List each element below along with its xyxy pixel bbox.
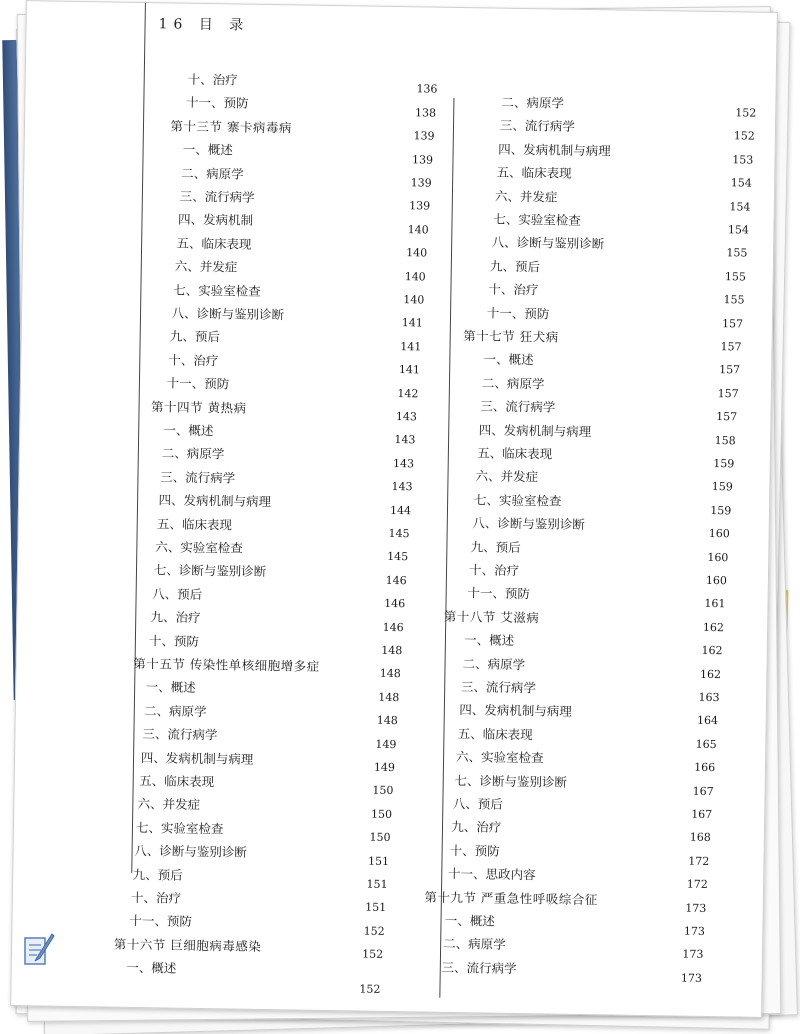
toc-section-title: 第十六节 巨细胞病毒感染 — [113, 936, 262, 954]
toc-page-number: 172 — [688, 854, 710, 868]
toc-page-number: 146 — [385, 573, 407, 588]
toc-entry: 六、并发症 — [475, 468, 539, 485]
toc-entry: 十一、预防 — [486, 305, 550, 322]
toc-entry: 十、治疗 — [488, 281, 539, 298]
toc-entry: 六、并发症 — [137, 796, 201, 813]
toc-page-number: 159 — [713, 457, 735, 471]
toc-entry: 九、预后 — [169, 328, 221, 345]
toc-entry: 十、治疗 — [168, 352, 219, 369]
toc-entry: 七、诊断与鉴别诊断 — [454, 772, 568, 790]
toc-page-number: 157 — [719, 363, 741, 377]
toc-page-number: 152 — [359, 982, 381, 996]
toc-entry: 九、预后 — [470, 538, 521, 555]
toc-section-title: 第十四节 黄热病 — [150, 398, 247, 416]
toc-entry: 五、临床表现 — [139, 773, 215, 790]
toc-entry: 十一、预防 — [166, 375, 230, 392]
toc-page-number: 159 — [711, 480, 733, 494]
toc-page-number: 173 — [680, 971, 703, 985]
toc-page-number: 146 — [382, 620, 404, 634]
toc-page-number: 145 — [387, 550, 409, 564]
toc-page-number: 161 — [704, 597, 726, 611]
page-number: 16 — [158, 16, 189, 33]
toc-page-number: 152 — [733, 129, 755, 144]
toc-page-number: 152 — [363, 924, 385, 938]
toc-page-number: 149 — [373, 760, 396, 775]
toc-entry: 二、病原学 — [462, 655, 526, 672]
toc-entry: 十、治疗 — [187, 71, 238, 88]
toc-page-number: 154 — [730, 176, 752, 190]
toc-page-number: 141 — [401, 316, 423, 330]
toc-entry: 一、概述 — [464, 632, 515, 649]
column-rule-middle — [439, 98, 454, 998]
toc-section-title: 第十五节 传染性单核细胞增多症 — [133, 655, 320, 674]
toc-entry: 一、概述 — [145, 679, 196, 696]
toc-page-number: 160 — [707, 550, 729, 564]
toc-entry: 九、预后 — [132, 866, 183, 883]
toc-entry: 三、流行病学 — [499, 118, 575, 135]
toc-page-number: 140 — [404, 269, 426, 284]
toc-page-number: 173 — [683, 924, 706, 938]
toc-page-number: 167 — [692, 784, 714, 798]
toc-page-number: 150 — [372, 784, 394, 798]
toc-page-number: 163 — [698, 690, 720, 705]
toc-entry: 五、临床表现 — [457, 725, 533, 743]
toc-page-number: 157 — [721, 316, 744, 331]
toc-page-number: 157 — [720, 340, 742, 354]
toc-page-number: 139 — [411, 152, 434, 167]
column-rule-left — [131, 3, 146, 873]
toc-entry: 一、概述 — [182, 141, 234, 158]
toc-page-number: 162 — [699, 667, 722, 681]
toc-entry: 七、实验室检查 — [473, 492, 562, 509]
toc-entry: 五、临床表现 — [156, 515, 233, 533]
toc-entry: 十一、预防 — [185, 95, 249, 112]
toc-page-number: 143 — [395, 410, 418, 424]
toc-entry: 三、流行病学 — [179, 188, 255, 205]
toc-page-number: 154 — [727, 223, 750, 237]
toc-section-title: 第十八节 艾滋病 — [443, 608, 540, 626]
toc-entry: 十、预防 — [148, 632, 200, 649]
toc-section-title: 第十七节 狂犬病 — [463, 328, 559, 345]
toc-entry: 六、实验室检查 — [455, 749, 544, 766]
toc-entry: 九、预后 — [489, 258, 541, 275]
toc-page-number: 158 — [714, 433, 736, 447]
toc-page-number: 151 — [366, 877, 388, 891]
toc-page-number: 139 — [410, 176, 432, 190]
toc-entry: 十、治疗 — [130, 889, 182, 906]
toc-entry: 四、发病机制与病理 — [158, 492, 272, 510]
toc-entry: 八、预后 — [452, 795, 504, 812]
toc-entry: 四、发病机制与病理 — [459, 702, 572, 720]
toc-page-number: 140 — [407, 222, 429, 237]
toc-page-number: 167 — [691, 807, 713, 822]
toc-page-number: 153 — [732, 153, 754, 167]
toc-section-title: 第十三节 寨卡病毒病 — [170, 118, 293, 136]
toc-entry: 三、流行病学 — [441, 959, 517, 976]
pen-paper-icon — [22, 930, 56, 970]
toc-entry: 一、概述 — [126, 960, 177, 976]
toc-entry: 一、概述 — [483, 351, 534, 368]
toc-entry: 十一、思政内容 — [447, 866, 536, 883]
toc-page-number: 154 — [729, 199, 751, 214]
toc-page-number: 172 — [686, 877, 708, 892]
toc-page-number: 159 — [710, 503, 732, 518]
toc-page-number: 168 — [689, 831, 711, 845]
toc-entry: 一、概述 — [444, 912, 495, 929]
toc-entry: 九、治疗 — [150, 609, 201, 626]
toc-page-number: 148 — [378, 690, 400, 704]
toc-page-number: 162 — [701, 644, 723, 658]
toc-page-number: 162 — [702, 620, 725, 634]
toc-entry: 十一、预防 — [129, 913, 193, 930]
toc-entry: 十一、预防 — [467, 585, 531, 602]
toc-page-number: 160 — [705, 573, 728, 588]
toc-page-number: 155 — [724, 269, 747, 284]
toc-page-number: 173 — [685, 901, 707, 915]
toc-section-title: 第十九节 严重急性呼吸综合征 — [424, 889, 598, 907]
toc-entry: 七、实验室检查 — [173, 282, 261, 299]
toc-entry: 三、流行病学 — [142, 726, 218, 743]
toc-page-number: 148 — [379, 667, 401, 681]
page-header — [158, 13, 249, 34]
toc-entry: 八、诊断与鉴别诊断 — [171, 305, 285, 323]
toc-entry: 四、发病机制 — [177, 211, 254, 229]
toc-page-number: 146 — [384, 597, 406, 611]
toc-entry: 二、病原学 — [481, 375, 545, 392]
toc-entry: 二、病原学 — [161, 445, 225, 462]
toc-entry: 四、发病机制与病理 — [478, 421, 592, 439]
toc-page-number: 141 — [398, 363, 420, 377]
toc-page-number: 157 — [717, 386, 739, 401]
toc-entry: 五、临床表现 — [176, 235, 252, 252]
toc-page-number: 148 — [376, 713, 398, 728]
toc-page-number: 157 — [716, 410, 738, 424]
toc-entry: 四、发病机制与病理 — [140, 749, 254, 767]
toc-entry: 十、预防 — [449, 842, 500, 859]
toc-page-number: 136 — [416, 82, 438, 97]
toc-page-number: 138 — [414, 106, 437, 120]
toc-page-number: 151 — [367, 854, 390, 868]
toc-page-number: 150 — [370, 807, 393, 821]
toc-entry: 五、临床表现 — [496, 164, 572, 181]
toc-entry: 十、治疗 — [468, 562, 520, 578]
toc-page-number: 139 — [413, 129, 435, 143]
toc-entry: 八、诊断与鉴别诊断 — [472, 515, 585, 533]
toc-entry: 一、概述 — [163, 422, 214, 439]
toc-page-number: 152 — [362, 947, 384, 962]
toc-page-number: 165 — [695, 737, 717, 751]
toc-page-number: 144 — [389, 503, 412, 517]
toc-page-number: 149 — [375, 737, 397, 751]
toc-entry: 二、病原学 — [501, 94, 565, 111]
toc-page-number: 140 — [406, 246, 428, 260]
toc-entry: 七、实验室检查 — [493, 211, 581, 228]
toc-page-number: 173 — [682, 947, 704, 962]
toc-entry: 七、诊断与鉴别诊断 — [153, 562, 267, 580]
toc-page-number: 142 — [397, 386, 419, 400]
toc-page-number: 143 — [392, 456, 415, 471]
toc-entry: 八、诊断与鉴别诊断 — [134, 843, 247, 860]
toc-entry: 二、病原学 — [443, 936, 506, 953]
toc-entry: 七、实验室检查 — [135, 819, 224, 837]
toc-page-number: 166 — [694, 760, 716, 775]
toc-entry: 五、临床表现 — [477, 445, 553, 462]
toc-page-number: 152 — [735, 106, 757, 120]
toc-page-number: 141 — [400, 339, 422, 354]
toc-page-number: 164 — [697, 714, 719, 728]
toc-page-number: 155 — [726, 246, 748, 260]
toc-page-number: 151 — [365, 900, 387, 915]
toc-entry: 六、实验室检查 — [155, 539, 244, 556]
toc-page-number: 140 — [403, 293, 425, 307]
toc-page-number: 148 — [381, 643, 403, 658]
toc-entry: 九、治疗 — [451, 819, 502, 836]
toc-page-number: 139 — [409, 199, 431, 213]
table-of-contents-page — [10, 0, 778, 1018]
toc-page-number: 160 — [708, 527, 730, 541]
toc-entry: 二、病原学 — [143, 702, 207, 719]
toc-entry: 二、病原学 — [181, 165, 244, 182]
toc-page-number: 155 — [723, 293, 745, 307]
page-title: 目 录 — [198, 16, 250, 34]
toc-page-number: 143 — [394, 433, 416, 447]
toc-page-number: 145 — [388, 526, 410, 541]
toc-entry: 三、流行病学 — [480, 398, 556, 415]
toc-entry: 三、流行病学 — [160, 469, 236, 486]
toc-entry: 三、流行病学 — [460, 679, 537, 696]
toc-page-number: 143 — [391, 480, 413, 494]
toc-entry: 六、并发症 — [494, 188, 558, 205]
toc-entry: 四、发病机制与病理 — [498, 141, 611, 159]
toc-entry: 六、并发症 — [174, 258, 238, 275]
toc-entry: 八、诊断与鉴别诊断 — [491, 234, 605, 252]
toc-entry: 八、预后 — [152, 586, 203, 602]
toc-page-number: 150 — [369, 830, 391, 845]
